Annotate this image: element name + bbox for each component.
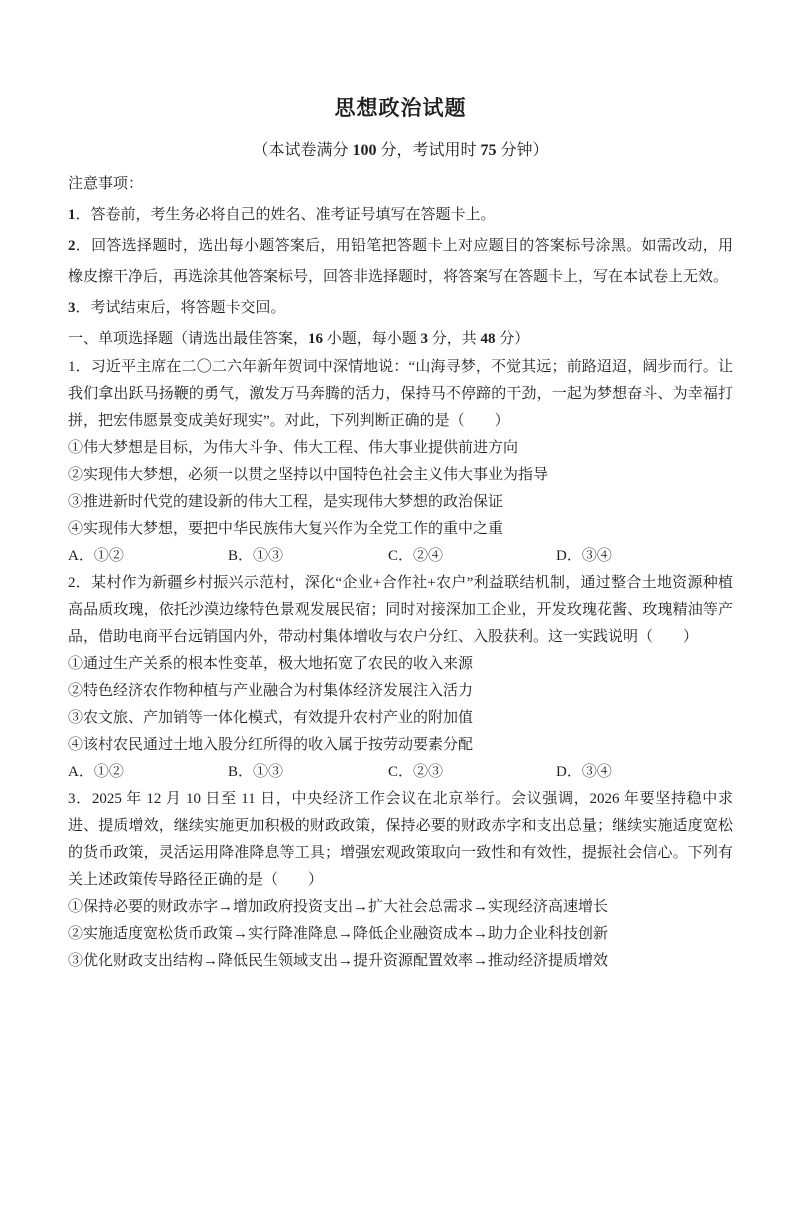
question-1-option-c: C．②④ [388, 548, 444, 564]
notice-item-1: 1．答卷前，考生务必将自己的姓名、准考证号填写在答题卡上。 [68, 207, 496, 223]
question-2-item-1: ①通过生产关系的根本性变革，极大地拓宽了农民的收入来源 [68, 656, 474, 672]
page-title: 思想政治试题 [334, 96, 467, 120]
question-2-stem: 2．某村作为新疆乡村振兴示范村，深化“企业+合作社+农户”利益联结机制，通过整合土地资源种植高品质玫瑰，依托沙漠边缘特色景观发展民宿；同时对接深加工企业，开发玫瑰花酱、玫瑰精油等产品，借助电商平台远销国内外，带动村集体增收与农户分红、入股获利。这一实践说明（ ） [68, 575, 733, 645]
section-heading-single-choice: 一、单项选择题（请选出最佳答案，16 小题，每小题 3 分，共 48 分） [68, 331, 530, 347]
question-1 [68, 354, 733, 570]
question-2-option-c: C．②③ [388, 764, 444, 780]
question-1-item-1: ①伟大梦想是目标，为伟大斗争、伟大工程、伟大事业提供前进方向 [68, 440, 519, 456]
question-2-item-3: ③农文旅、产加销等一体化模式，有效提升农村产业的附加值 [68, 710, 474, 726]
notice-label: 注意事项： [68, 176, 144, 192]
question-3-item-2: ②实施适度宽松货币政策→实行降准降息→降低企业融资成本→助力企业科技创新 [68, 926, 609, 942]
question-2-item-2: ②特色经济农作物种植与产业融合为村集体经济发展注入活力 [68, 683, 474, 699]
question-1-option-a: A．①② [68, 548, 124, 564]
question-3 [68, 786, 733, 975]
question-3-item-1: ①保持必要的财政赤字→增加政府投资支出→扩大社会总需求→实现经济高速增长 [68, 899, 609, 915]
question-3-stem: 3．2025 年 12 月 10 日至 11 日，中央经济工作会议在北京举行。会议强调，2026 年要坚持稳中求进、提质增效，继续实施更加积极的财政政策，保持必要的财政赤字和支出总量；继续实施适度宽松的货币政策，灵活运用降准降息等工具；增强宏观政策取向一致性和有效性，提振社会信心。下列有关上述政策传导路径正确的是（ ） [68, 791, 733, 888]
question-1-option-d: D．③④ [556, 548, 612, 564]
notice-item-2: 2．回答选择题时，选出每小题答案后，用铅笔把答题卡上对应题目的答案标号涂黑。如需改动，用橡皮擦干净后，再选涂其他答案标号，回答非选择题时，将答案写在答题卡上，写在本试卷上无效。 [68, 238, 733, 285]
notice-section [68, 169, 733, 324]
notice-item-3: 3．考试结束后，将答题卡交回。 [68, 300, 286, 316]
question-2-item-4: ④该村农民通过土地入股分红所得的收入属于按劳动要素分配 [68, 737, 474, 753]
question-1-options [68, 543, 733, 570]
question-1-item-2: ②实现伟大梦想，必须一以贯之坚持以中国特色社会主义伟大事业为指导 [68, 467, 549, 483]
question-2-option-d: D．③④ [556, 764, 612, 780]
question-2-option-a: A．①② [68, 764, 124, 780]
question-1-item-3: ③推进新时代党的建设新的伟大工程，是实现伟大梦想的政治保证 [68, 494, 504, 510]
exam-paper-page [0, 94, 793, 975]
question-2 [68, 570, 733, 786]
question-2-option-b: B．①③ [228, 764, 284, 780]
page-subtitle: （本试卷满分 100 分，考试用时 75 分钟） [252, 142, 549, 159]
question-1-stem: 1．习近平主席在二〇二六年新年贺词中深情地说：“山海寻梦，不觉其远；前路迢迢，阔步而行。让我们拿出跃马扬鞭的勇气，激发万马奔腾的活力，保持马不停蹄的干劲，一起为梦想奋斗、为幸福打拼，把宏伟愿景变成美好现实”。对此，下列判断正确的是（ ） [68, 359, 733, 429]
question-1-option-b: B．①③ [228, 548, 284, 564]
question-3-item-3: ③优化财政支出结构→降低民生领域支出→提升资源配置效率→推动经济提质增效 [68, 953, 609, 969]
question-2-options [68, 759, 733, 786]
question-1-item-4: ④实现伟大梦想，要把中华民族伟大复兴作为全党工作的重中之重 [68, 521, 504, 537]
